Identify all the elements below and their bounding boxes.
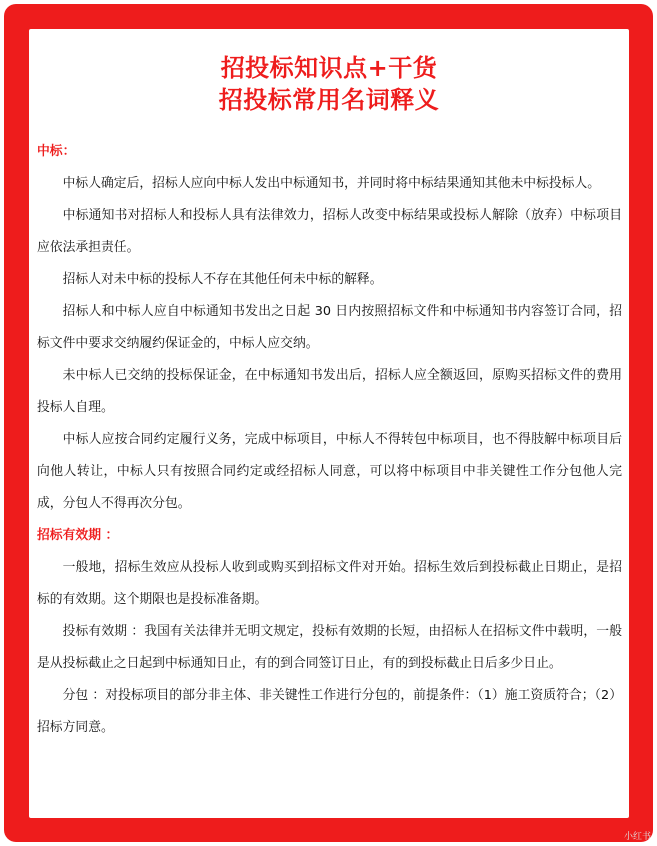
section-heading-validity: 招标有效期 ： xyxy=(37,528,119,543)
title-line-1: 招投标知识点+干货 xyxy=(220,54,438,82)
paragraph: 未中标人已交纳的投标保证金，在中标通知书发出后，招标人应全额返回，原购买招标文件的费用投标人自理。 xyxy=(37,368,622,415)
section-heading-award: 中标： xyxy=(37,144,76,159)
paragraph: 招标人和中标人应自中标通知书发出之日起 30 日内按照招标文件和中标通知书内容签订合同，招标文件中要求交纳履约保证金的，中标人应交纳。 xyxy=(37,304,622,351)
paragraph: 分包 ：对投标项目的部分非主体、非关键性工作进行分包的，前提条件：（1）施工资质符合；（2）招标方同意。 xyxy=(37,688,622,735)
document-body xyxy=(37,136,622,744)
paragraph: 一般地，招标生效应从投标人收到或购买到招标文件对开始。招标生效后到投标截止日期止，是招标的有效期。这个期限也是投标准备期。 xyxy=(37,560,622,607)
paragraph: 中标人应按合同约定履行义务，完成中标项目，中标人不得转包中标项目，也不得肢解中标项目后向他人转让，中标人只有按照合同约定或经招标人同意，可以将中标项目中非关键性工作分包他人完成，分包人不得再次分包。 xyxy=(37,432,622,511)
paragraph: 中标通知书对招标人和投标人具有法律效力，招标人改变中标结果或投标人解除（放弃）中标项目应依法承担责任。 xyxy=(37,208,622,255)
paragraph: 中标人确定后，招标人应向中标人发出中标通知书，并同时将中标结果通知其他未中标投标人。 xyxy=(62,176,601,191)
title-line-2: 招投标常用名词释义 xyxy=(218,86,440,114)
document-sheet xyxy=(29,29,629,818)
paragraph: 招标人对未中标的投标人不存在其他任何未中标的解释。 xyxy=(62,272,383,287)
paragraph: 投标有效期 ：我国有关法律并无明文规定，投标有效期的长短，由招标人在招标文件中载明，一般是从投标截止之日起到中标通知日止，有的到合同签订日止，有的到投标截止日后多少日止。 xyxy=(37,624,622,671)
watermark: 小红书 xyxy=(623,832,651,842)
